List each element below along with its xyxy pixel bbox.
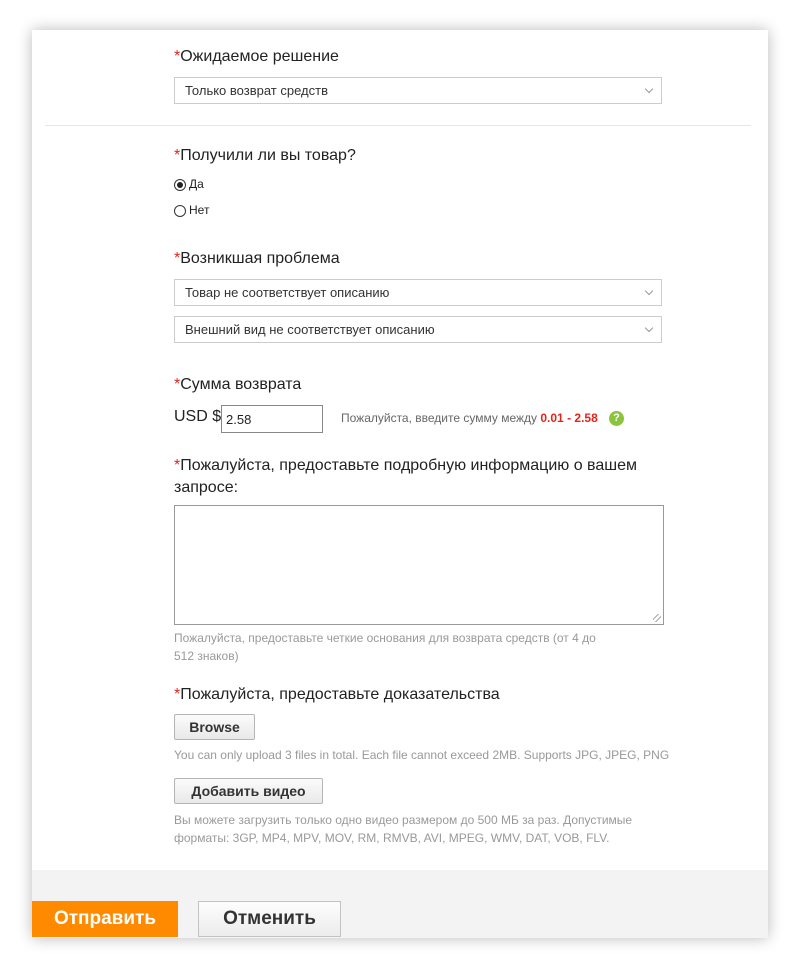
video-hint: Вы можете загрузить только одно видео размером до 500 МБ за раз. Допустимые форматы: 3GP, MP4, MPV, MOV, RM, RMVB, AVI, MPEG, WMV, DAT, VOB, FLV.: [174, 813, 633, 845]
evidence-label: *Пожалуйста, предоставьте доказательства: [174, 686, 500, 703]
details-textarea[interactable]: [174, 505, 664, 625]
browse-button[interactable]: Browse: [174, 714, 255, 740]
required-asterisk: *: [174, 376, 181, 393]
radio-yes-label[interactable]: Да: [189, 177, 204, 191]
refund-amount-label: *Сумма возврата: [174, 376, 302, 393]
problem-primary-select[interactable]: [174, 279, 662, 306]
expected-solution-select[interactable]: [174, 77, 662, 104]
upload-hint: You can only upload 3 files in total. Each file cannot exceed 2MB. Supports JPG, JPEG, PNG: [174, 748, 670, 762]
add-video-button[interactable]: Добавить видео: [174, 778, 323, 804]
chevron-down-icon: [645, 324, 653, 332]
problem-secondary-select[interactable]: [174, 316, 662, 343]
refund-amount-hint: Пожалуйста, введите сумму между 0.01 - 2.58: [341, 411, 598, 425]
help-icon[interactable]: ?: [609, 411, 624, 426]
expected-solution-value: Только возврат средств: [185, 83, 328, 98]
required-asterisk: *: [174, 48, 181, 65]
radio-yes[interactable]: [174, 179, 186, 191]
problem-label: *Возникшая проблема: [174, 250, 340, 267]
resize-grip-icon[interactable]: [653, 614, 661, 622]
chevron-down-icon: [645, 287, 653, 295]
chevron-down-icon: [645, 85, 653, 93]
details-hint: Пожалуйста, предоставьте четкие основания для возврата средств (от 4 до 512 знаков): [174, 631, 596, 663]
required-asterisk: *: [174, 457, 181, 474]
details-label: *Пожалуйста, предоставьте подробную информацию о вашем запросе:: [174, 457, 637, 496]
section-divider: [45, 125, 751, 126]
expected-solution-label: *Ожидаемое решение: [174, 48, 339, 65]
required-asterisk: *: [174, 147, 181, 164]
currency-label: USD $: [174, 408, 222, 425]
required-asterisk: *: [174, 250, 181, 267]
refund-range: 0.01 - 2.58: [540, 411, 598, 425]
cancel-button[interactable]: Отменить: [198, 901, 341, 937]
problem-secondary-value: Внешний вид не соответствует описанию: [185, 322, 435, 337]
required-asterisk: *: [174, 686, 181, 703]
radio-no[interactable]: [174, 205, 186, 217]
problem-primary-value: Товар не соответствует описанию: [185, 285, 390, 300]
submit-button[interactable]: Отправить: [32, 901, 178, 937]
radio-no-label[interactable]: Нет: [189, 203, 210, 217]
refund-amount-input[interactable]: [221, 405, 323, 433]
received-goods-label: *Получили ли вы товар?: [174, 147, 356, 164]
